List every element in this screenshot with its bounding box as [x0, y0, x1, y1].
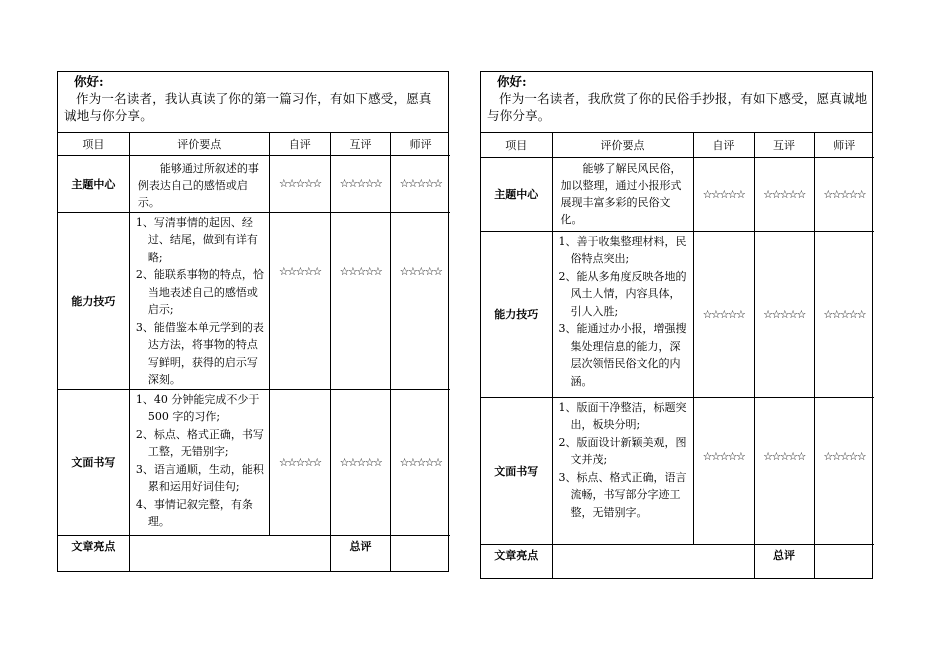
header-self: 自评 — [269, 133, 330, 155]
evaluation-table — [481, 133, 874, 579]
criteria-list — [130, 390, 269, 531]
header-peer: 互评 — [330, 133, 390, 155]
highlight-label: 文章亮点 — [481, 544, 552, 579]
table-row — [58, 212, 450, 389]
header-self: 自评 — [693, 133, 754, 157]
evaluation-form-folk-newspaper — [480, 71, 873, 579]
teacher-rating-stars[interactable]: ☆☆☆☆☆ — [814, 231, 874, 397]
criteria-cell — [552, 157, 693, 231]
criteria-point: 1、版面干净整洁，标题突出，板块分明; — [558, 400, 687, 431]
highlight-label: 文章亮点 — [58, 535, 129, 572]
criteria-cell — [129, 155, 269, 212]
intro-text: 作为一名读者，我认真读了你的第一篇习作，有如下感受，愿真诚地与你分享。 — [64, 91, 432, 123]
criteria-point: 1、40 分钟能完成不少于 500 字的习作; — [135, 392, 260, 423]
header-teacher: 师评 — [814, 133, 874, 157]
greeting: 你好: — [74, 74, 104, 89]
peer-rating-stars[interactable]: ☆☆☆☆☆ — [754, 231, 814, 397]
self-rating-stars[interactable]: ☆☆☆☆☆ — [269, 389, 330, 535]
criteria-point: 3、标点、格式正确，语言流畅，书写部分字迹工整，无错别字。 — [558, 470, 687, 519]
self-rating-stars[interactable]: ☆☆☆☆☆ — [693, 231, 754, 397]
criteria-cell — [552, 231, 693, 397]
row-item-writing: 文面书写 — [481, 397, 552, 544]
teacher-rating-stars[interactable]: ☆☆☆☆☆ — [814, 157, 874, 231]
row-item-skills: 能力技巧 — [58, 212, 129, 389]
criteria-list — [130, 213, 269, 389]
criteria-point: 2、版面设计新颖美观，图文并茂; — [558, 435, 687, 466]
table-row — [481, 157, 874, 231]
table-row — [58, 155, 450, 212]
criteria-cell — [552, 397, 693, 544]
criteria-point: 1、写清事情的起因、经过、结尾，做到有详有略; — [135, 215, 258, 264]
greeting-section — [58, 72, 448, 133]
overall-label: 总评 — [330, 535, 390, 572]
row-item-skills: 能力技巧 — [481, 231, 552, 397]
table-footer-row — [58, 535, 450, 572]
criteria-point: 4、事情记叙完整，有条理。 — [135, 497, 253, 528]
criteria-point: 2、能联系事物的特点，恰当地表述自己的感悟或启示; — [135, 268, 264, 316]
criteria-point: 1、善于收集整理材料，民俗特点突出; — [558, 234, 687, 265]
criteria-point: 3、能通过办小报，增强搜集处理信息的能力，深层次领悟民俗文化的内涵。 — [558, 322, 687, 388]
greeting-section — [481, 72, 872, 133]
table-row — [58, 389, 450, 535]
table-row — [481, 231, 874, 397]
peer-rating-stars[interactable]: ☆☆☆☆☆ — [754, 397, 814, 544]
overall-input[interactable] — [814, 544, 874, 579]
criteria-cell — [129, 212, 269, 389]
row-item-writing: 文面书写 — [58, 389, 129, 535]
header-peer: 互评 — [754, 133, 814, 157]
peer-rating-stars[interactable]: ☆☆☆☆☆ — [330, 389, 390, 535]
self-rating-stars[interactable]: ☆☆☆☆☆ — [269, 155, 330, 212]
criteria-point: 2、能从多角度反映各地的风土人情，内容具体，引人入胜; — [558, 269, 687, 318]
overall-input[interactable] — [391, 535, 450, 572]
teacher-rating-stars[interactable]: ☆☆☆☆☆ — [391, 155, 450, 212]
teacher-rating-stars[interactable]: ☆☆☆☆☆ — [814, 397, 874, 544]
intro-text: 作为一名读者，我欣赏了你的民俗手抄报，有如下感受，愿真诚地与你分享。 — [487, 91, 868, 123]
criteria-text: 能够了解民风民俗，加以整理，通过小报形式展现丰富多彩的民俗文化。 — [560, 161, 682, 226]
self-rating-stars[interactable]: ☆☆☆☆☆ — [693, 397, 754, 544]
table-header-row — [481, 133, 874, 157]
peer-rating-stars[interactable]: ☆☆☆☆☆ — [754, 157, 814, 231]
header-criteria: 评价要点 — [552, 133, 693, 157]
criteria-cell — [129, 389, 269, 535]
header-item: 项目 — [58, 133, 129, 155]
row-item-theme: 主题中心 — [481, 157, 552, 231]
peer-rating-stars[interactable]: ☆☆☆☆☆ — [330, 212, 390, 389]
header-item: 项目 — [481, 133, 552, 157]
criteria-point: 3、能借鉴本单元学到的表达方法，将事物的特点写鲜明，获得的启示写深刻。 — [135, 320, 264, 386]
evaluation-table — [58, 133, 450, 572]
greeting: 你好: — [497, 74, 527, 89]
teacher-rating-stars[interactable]: ☆☆☆☆☆ — [391, 389, 450, 535]
criteria-point: 2、标点、格式正确，书写工整，无错别字; — [135, 427, 264, 458]
criteria-text: 能够通过所叙述的事例表达自己的感悟或启示。 — [137, 161, 259, 209]
self-rating-stars[interactable]: ☆☆☆☆☆ — [269, 212, 330, 389]
criteria-point: 3、语言通顺，生动，能积累和运用好词佳句; — [135, 462, 264, 493]
table-footer-row — [481, 544, 874, 579]
header-criteria: 评价要点 — [129, 133, 269, 155]
criteria-list — [553, 232, 693, 391]
highlight-input[interactable] — [129, 535, 330, 572]
header-teacher: 师评 — [391, 133, 450, 155]
self-rating-stars[interactable]: ☆☆☆☆☆ — [693, 157, 754, 231]
overall-label: 总评 — [754, 544, 814, 579]
table-row — [481, 397, 874, 544]
teacher-rating-stars[interactable]: ☆☆☆☆☆ — [391, 212, 450, 389]
highlight-input[interactable] — [552, 544, 754, 579]
evaluation-form-essay — [57, 71, 449, 572]
table-header-row — [58, 133, 450, 155]
row-item-theme: 主题中心 — [58, 155, 129, 212]
criteria-list — [553, 398, 693, 522]
peer-rating-stars[interactable]: ☆☆☆☆☆ — [330, 155, 390, 212]
